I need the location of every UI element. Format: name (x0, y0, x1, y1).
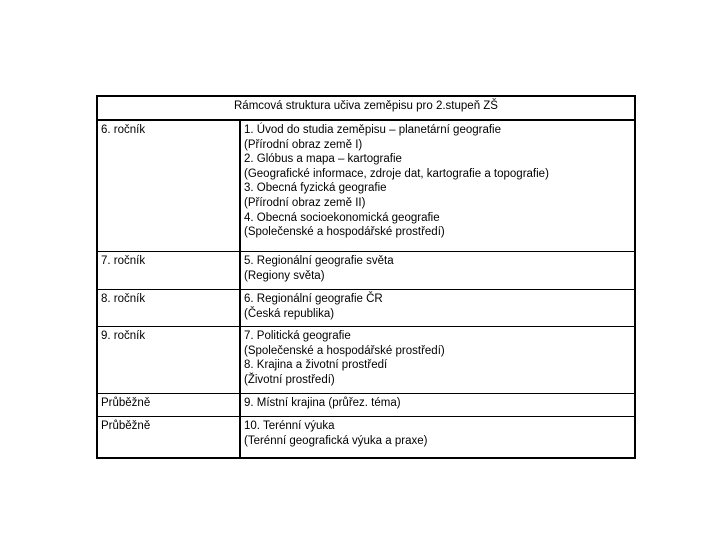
topics-cell (244, 123, 549, 240)
table-row-ongoing-2 (98, 416, 634, 457)
topic-line: 8. Krajina a životní prostředí (244, 359, 388, 372)
topic-line: 1. Úvod do studia zeměpisu – planetární geografie (244, 124, 501, 136)
grade-label: 7. ročník (101, 255, 146, 267)
topic-line: (Geografické informace, zdroje dat, kartografie a topografie) (244, 167, 549, 180)
table-row-9 (98, 326, 634, 393)
topic-line: (Společenské a hospodářské prostředí) (244, 344, 445, 357)
grade-label: 6. ročník (101, 124, 146, 136)
grade-label: Průběžně (101, 397, 151, 409)
topics-cell (244, 254, 394, 283)
topic-line: 6. Regionální geografie ČR (244, 293, 383, 305)
topic-line: 7. Politická geografie (244, 330, 351, 342)
table-row-6 (98, 121, 634, 251)
table-title: Rámcová struktura učiva zeměpisu pro 2.stupeň ZŠ (98, 97, 634, 121)
table-row-ongoing-1 (98, 393, 634, 416)
topic-line: (Česká republika) (244, 307, 335, 320)
topic-line: (Společenské a hospodářské prostředí) (244, 226, 445, 239)
topic-line: (Regiony světa) (244, 269, 325, 282)
table-row-7 (98, 251, 634, 289)
topic-line: (Životní prostředí) (244, 373, 335, 386)
table-row-8 (98, 289, 634, 326)
topics-cell (244, 396, 401, 411)
topic-line: 3. Obecná fyzická geografie (244, 182, 387, 195)
topics-cell (244, 419, 427, 448)
topic-line: (Přírodní obraz země I) (244, 138, 363, 151)
curriculum-table (96, 95, 636, 459)
topics-cell (244, 292, 383, 321)
grade-label: 8. ročník (101, 293, 146, 305)
topics-cell (244, 329, 445, 387)
topic-line: 5. Regionální geografie světa (244, 255, 394, 267)
topic-line: 10. Terénní výuka (244, 420, 335, 432)
topic-line: (Přírodní obraz země II) (244, 196, 366, 209)
grade-label: 9. ročník (101, 330, 146, 342)
topic-line: 9. Místní krajina (průřez. téma) (244, 397, 401, 409)
topic-line: 4. Obecná socioekonomická geografie (244, 211, 440, 224)
topic-line: 2. Glóbus a mapa – kartografie (244, 153, 402, 166)
grade-label: Průběžně (101, 420, 151, 432)
topic-line: (Terénní geografická výuka a praxe) (244, 434, 428, 447)
